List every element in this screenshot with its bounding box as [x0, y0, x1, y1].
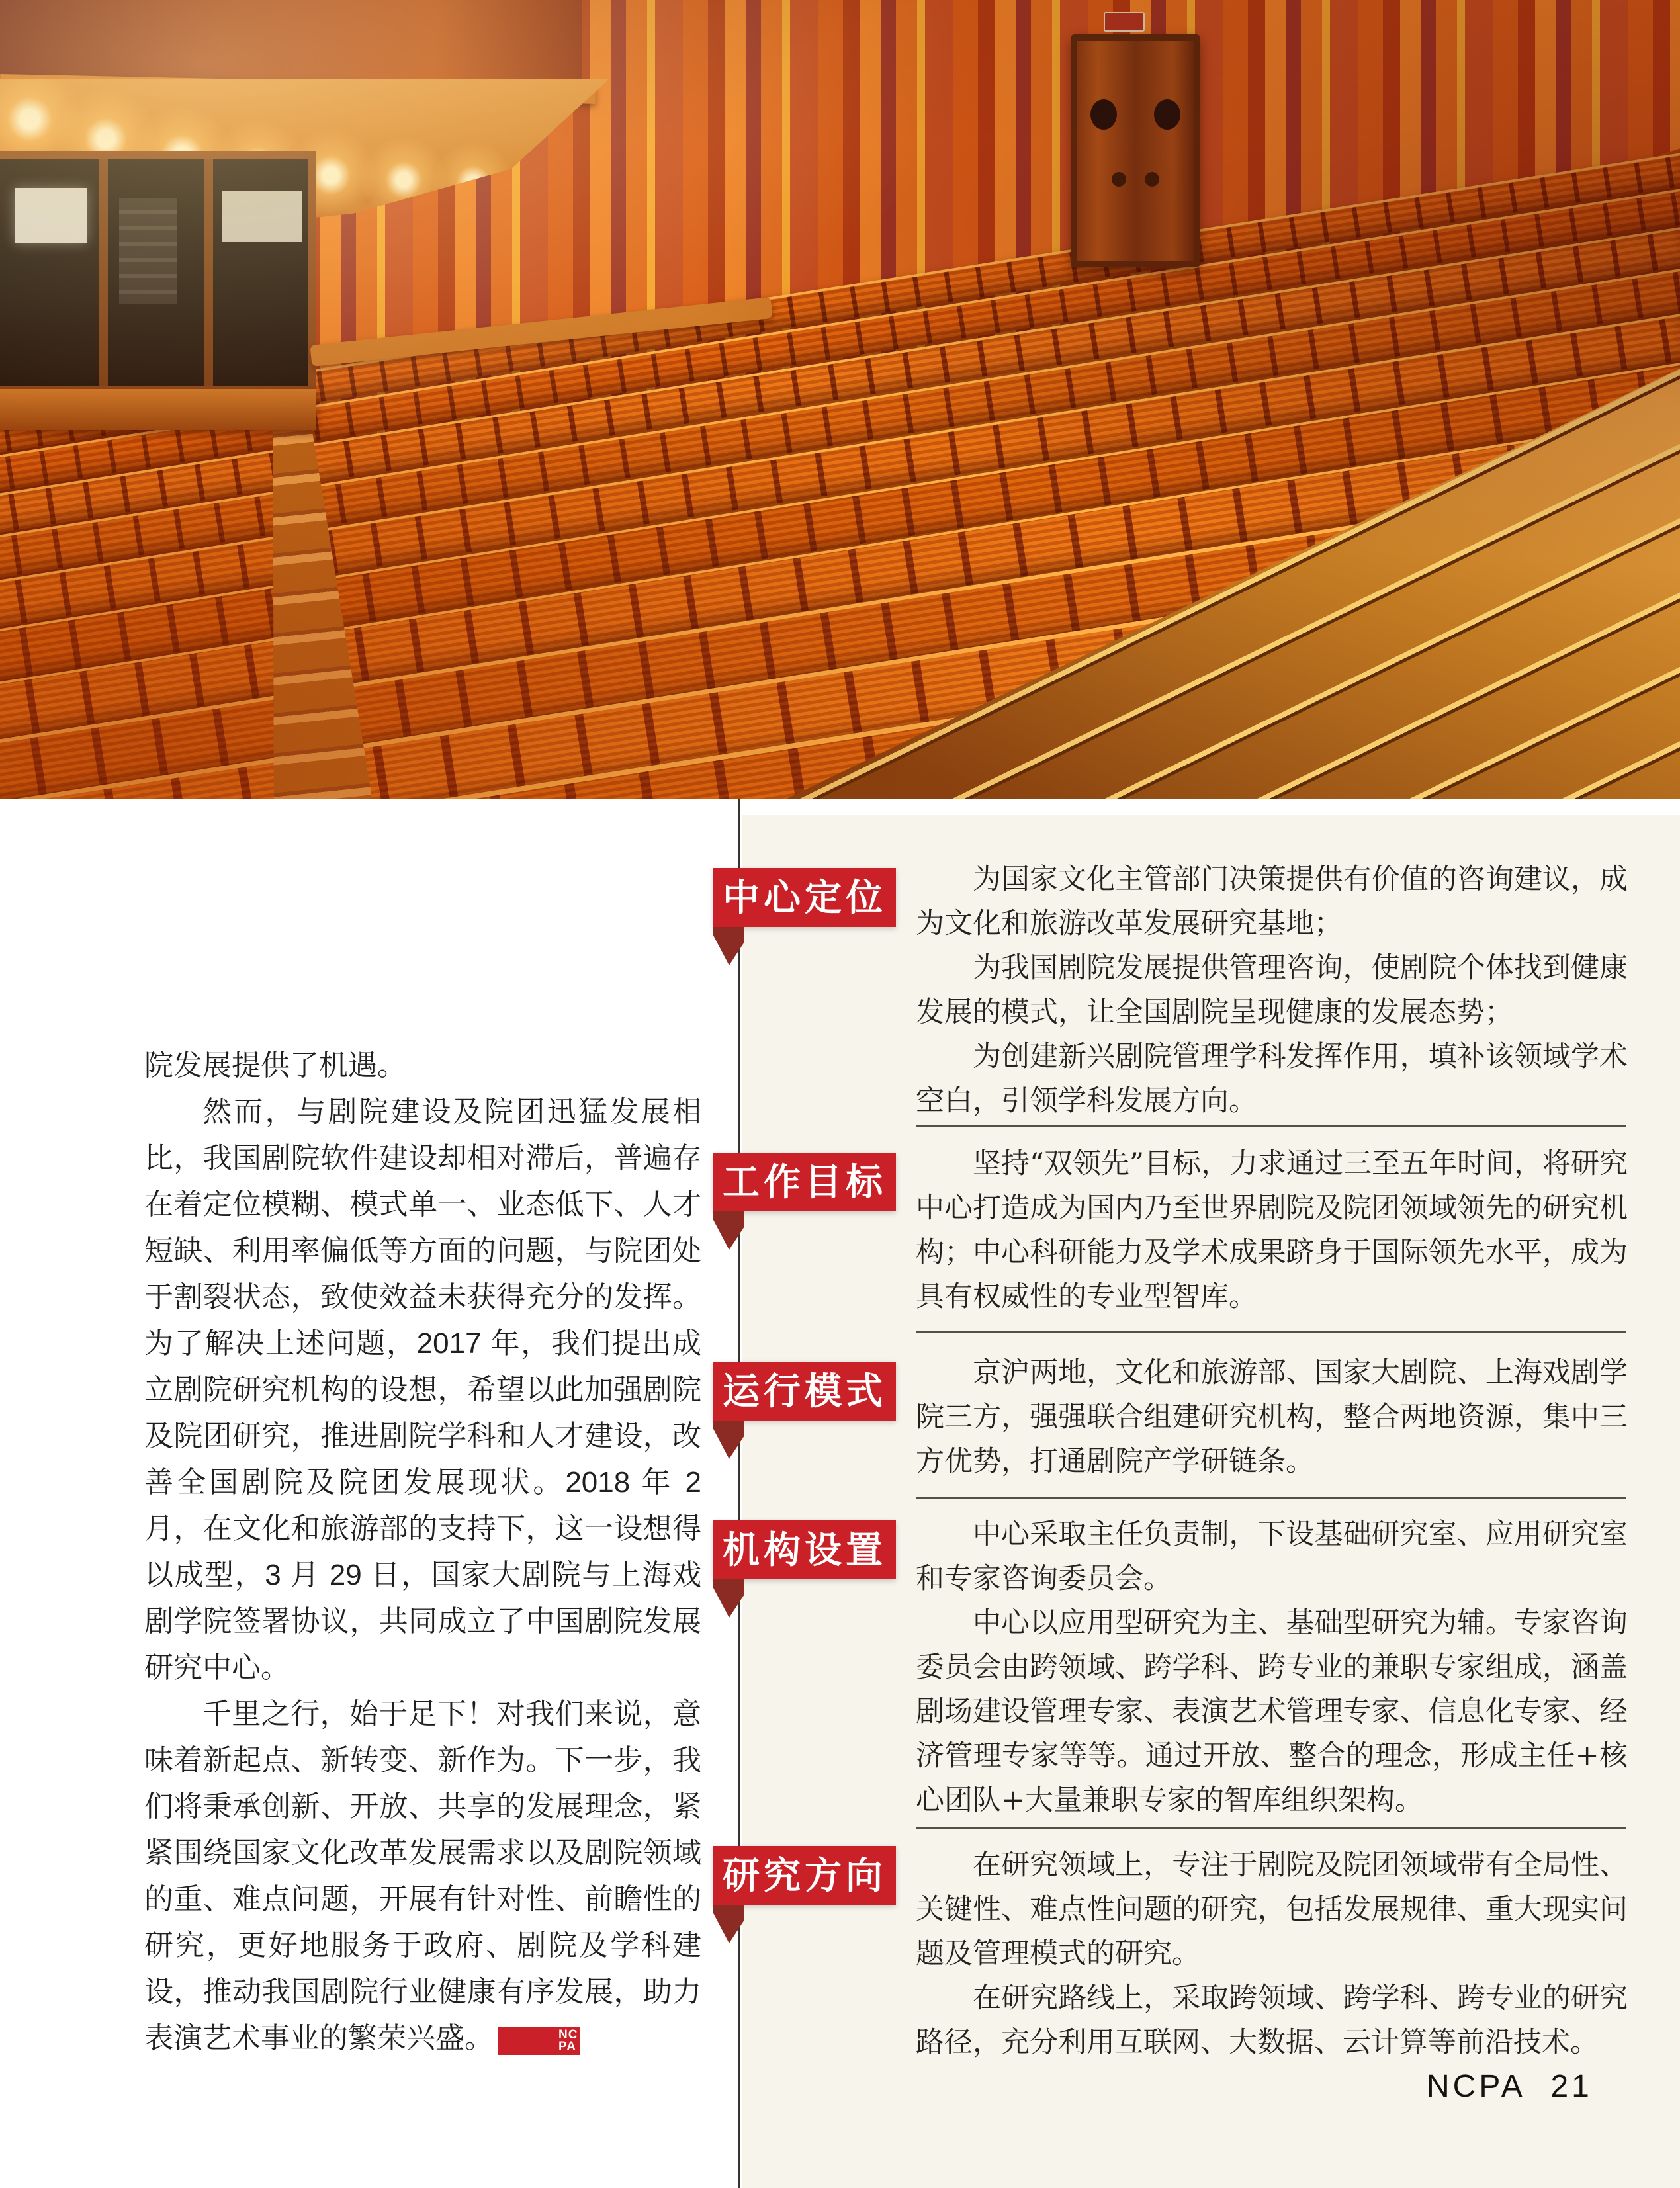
paragraph: 院发展提供了机遇。 [144, 1049, 406, 1082]
section-separator [916, 1331, 1626, 1333]
paragraph: 然而，与剧院建设及院团迅猛发展相比，我国剧院软件建设却相对滞后，普遍存在着定位模糊、模式单一、业态低下、人才短缺、利用率偏低等方面的问题，与院团处于割裂状态，致使效益未获得充分的发挥。为了解决上述问题，2017 年，我们提出成立剧院研究机构的设想，希望以此加强剧院及院团研究，推进剧院学科和人才建设，改善全国剧院及院团发展现状。2018 年 2 月，在文化和旅游部的支持下，这一设想得以成型，3 月 29 日，国家大剧院与上海戏剧学院签署协议，共同成立了中国剧院发展研究中心。 [144, 1096, 701, 1684]
paragraph: 为国家文化主管部门决策提供有价值的咨询建议，成为文化和旅游改革发展研究基地； [916, 863, 1628, 940]
auditorium-photo [0, 0, 1680, 799]
section-separator [916, 1125, 1626, 1127]
paragraph: 坚持“双领先”目标，力求通过三至五年时间，将研究中心打造成为国内乃至世界剧院及院团领域领先的研究机构；中心科研能力及学术成果跻身于国际领先水平，成为具有权威性的专业型智库。 [916, 1147, 1628, 1313]
booth-monitor [15, 188, 87, 243]
section-ribbon-label: 中心定位 [723, 877, 887, 918]
booth-rack [119, 198, 177, 304]
section-ribbon-label: 工作目标 [723, 1161, 887, 1203]
section-ribbon-label: 研究方向 [723, 1855, 887, 1896]
section-ribbon-label: 机构设置 [723, 1529, 887, 1571]
column-divider [738, 799, 740, 2188]
paragraph-text: 千里之行，始于足下！对我们来说，意味着新起点、新转变、新作为。下一步，我们将秉承创新、开放、共享的发展理念，紧紧围绕国家文化改革发展需求以及剧院领域的重、难点问题，开展有针对性、前瞻性的研究，更好地服务于政府、剧院及学科建设，推动我国剧院行业健康有序发展，助力表演艺术事业的繁荣兴盛。 [144, 1698, 701, 2054]
paragraph: 京沪两地，文化和旅游部、国家大剧院、上海戏剧学院三方，强强联合组建研究机构，整合两地资源，集中三方优势，打通剧院产学研链条。 [916, 1356, 1628, 1478]
section-body-center-positioning [916, 857, 1628, 1123]
control-booth [0, 151, 316, 394]
section-ribbon-organization [713, 1520, 896, 1579]
page-number: NCPA 21 [1427, 2069, 1593, 2104]
left-article-text [144, 1043, 701, 2062]
section-separator [916, 1497, 1626, 1499]
section-separator [916, 1827, 1626, 1829]
section-body-research-direction [916, 1843, 1628, 2065]
paragraph: 中心以应用型研究为主、基础型研究为辅。专家咨询委员会由跨领域、跨学科、跨专业的兼职专家组成，涵盖剧场建设管理专家、表演艺术管理专家、信息化专家、经济管理专家等等。通过开放、整合的理念，形成主任+核心团队+大量兼职专家的智库组织架构。 [916, 1606, 1628, 1817]
section-ribbon-work-goals [713, 1153, 896, 1211]
ncpa-end-mark-line2: PA [558, 2040, 576, 2054]
paragraph [144, 1691, 701, 2062]
paragraph: 在研究领域上，专注于剧院及院团领域带有全局性、关键性、难点性问题的研究，包括发展规律、重大现实问题及管理模式的研究。 [916, 1849, 1628, 1970]
section-body-organization [916, 1512, 1628, 1823]
door-porthole [1154, 99, 1180, 130]
section-ribbon-center-positioning [713, 868, 896, 927]
door-knob [1112, 172, 1126, 187]
booth-window-frame [99, 159, 108, 386]
ncpa-end-mark-line1: NC [558, 2027, 578, 2042]
section-body-work-goals [916, 1142, 1628, 1319]
section-ribbon-research-direction [713, 1846, 896, 1905]
section-ribbon-operation-mode [713, 1362, 896, 1421]
ncpa-end-mark [498, 2027, 580, 2055]
door-knob [1145, 172, 1159, 187]
section-body-operation-mode [916, 1351, 1628, 1484]
auditorium-door [1071, 34, 1200, 267]
paragraph: 为创建新兴剧院管理学科发挥作用，填补该领域学术空白，引领学科发展方向。 [916, 1040, 1628, 1117]
door-porthole [1090, 99, 1117, 130]
paragraph: 为我国剧院发展提供管理咨询，使剧院个体找到健康发展的模式，让全国剧院呈现健康的发展态势； [916, 951, 1628, 1029]
booth-shelf [222, 191, 302, 242]
paragraph: 中心采取主任负责制，下设基础研究室、应用研究室和专家咨询委员会。 [916, 1518, 1628, 1595]
section-ribbon-label: 运行模式 [723, 1370, 887, 1412]
door-sign [1104, 12, 1145, 32]
paragraph: 在研究路线上，采取跨领域、跨学科、跨专业的研究路径，充分利用互联网、大数据、云计算等前沿技术。 [916, 1982, 1628, 2059]
booth-window-frame [204, 159, 213, 386]
balcony-rail [0, 389, 316, 430]
